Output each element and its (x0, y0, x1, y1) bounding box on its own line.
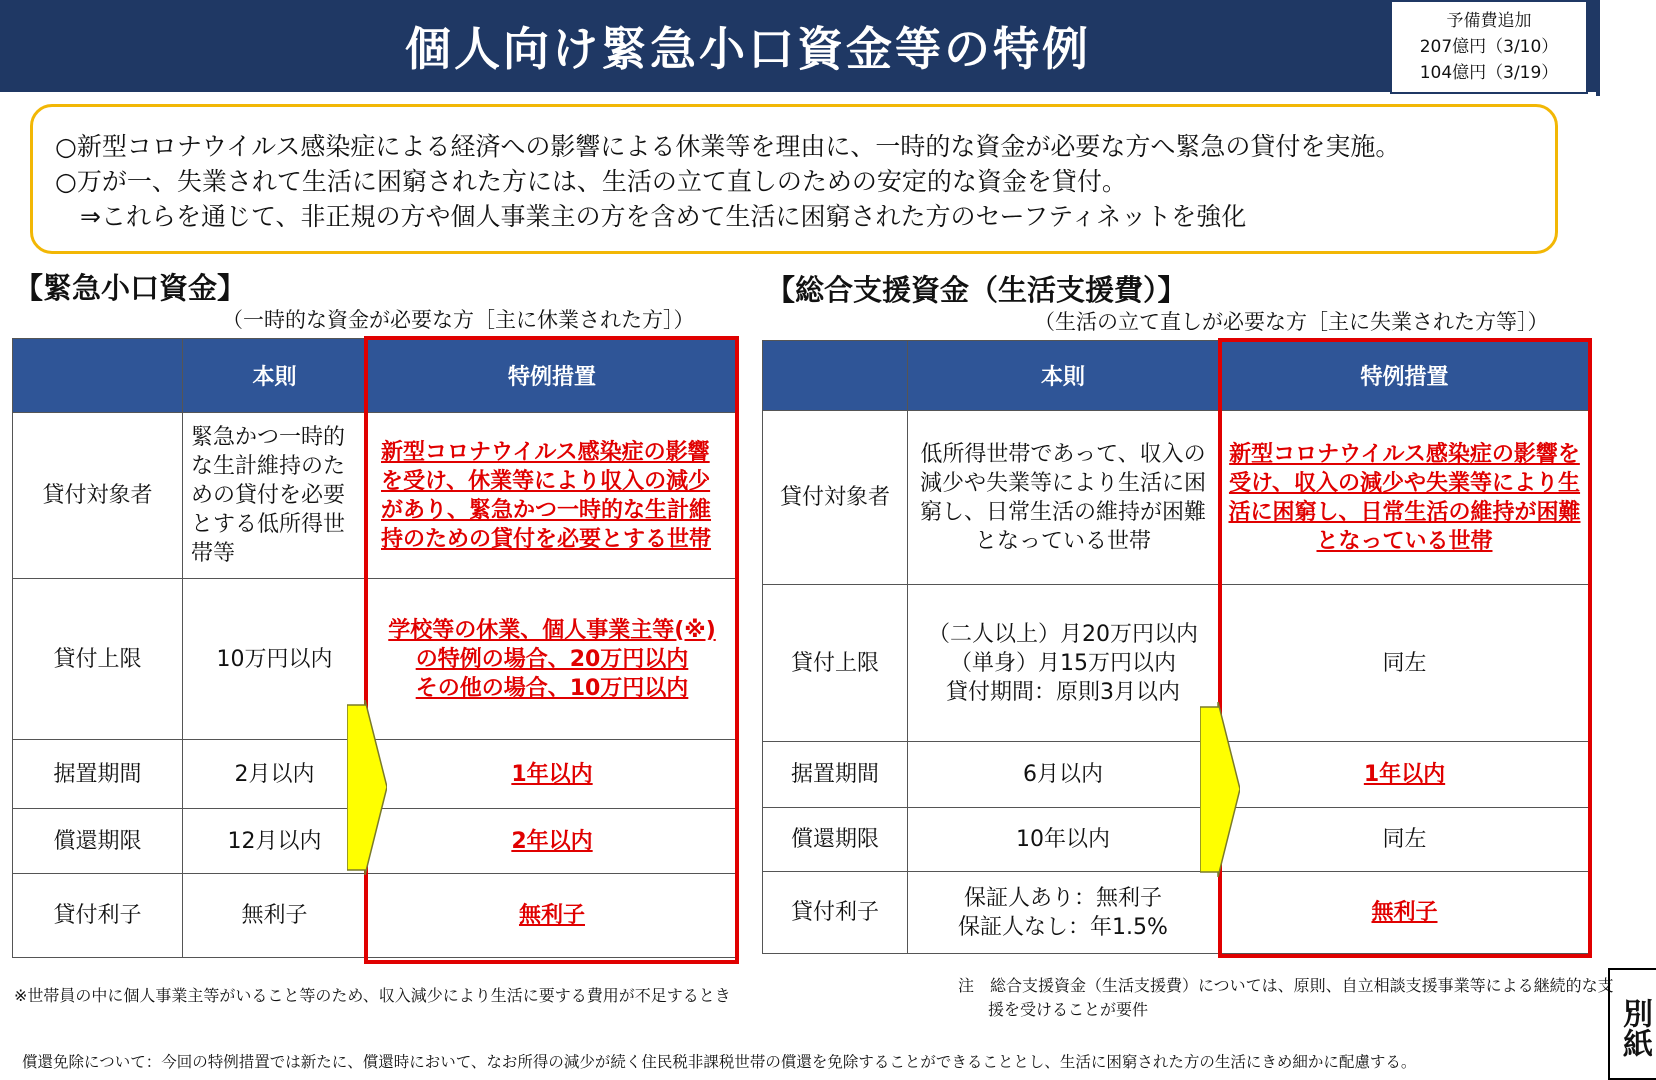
special-cell (367, 579, 738, 740)
rule-text-2: （単身）月15万円以内 (950, 650, 1176, 676)
row-label: 貸付対象者 (763, 411, 908, 585)
special-text: 無利子 (518, 903, 585, 928)
title-bar-edge (1596, 0, 1600, 96)
right-row-interest (763, 872, 1591, 954)
right-header-rule: 本則 (908, 341, 1219, 411)
left-row-interest (13, 874, 738, 958)
right-footnote: 注 総合支援資金（生活支援費）については、原則、自立相談支援事業等による継続的な支援を受けることが要件 (958, 976, 1614, 1019)
special-cell (1219, 872, 1591, 954)
special-text: 1年以内 (1363, 762, 1446, 787)
budget-line1: 207億円（3/10） (1419, 37, 1559, 57)
special-cell (1219, 411, 1591, 585)
right-section-title: 【総合支援資金（生活支援費）】 (766, 273, 1187, 307)
rule-cell (908, 585, 1219, 742)
right-row-grace (763, 742, 1591, 808)
special-text: 1年以内 (511, 761, 593, 787)
special-text: 2年以内 (511, 828, 593, 854)
row-label: 貸付上限 (13, 579, 183, 740)
left-row-target (13, 413, 738, 579)
summary-box (30, 104, 1558, 254)
special-cell (367, 740, 738, 809)
special-text-3: その他の場合、10万円以内 (415, 675, 689, 701)
special-text: 無利子 (1371, 900, 1438, 925)
left-header-rule: 本則 (183, 339, 367, 413)
repayment-exemption-note: 償還免除について：今回の特例措置では新たに、償還時において、なお所得の減少が続く住民税非課税世帯の償還を免除することができることとし、生活に困窮された方の生活にきめ細かに配慮する。 (22, 1053, 1417, 1071)
row-label: 償還期限 (13, 809, 183, 874)
special-text: 新型コロナウイルス感染症の影響を受け、収入の減少や失業等により生活に困窮し、日常生活の維持が困難となっている世帯 (1228, 441, 1581, 554)
special-text-2: の特例の場合、20万円以内 (415, 646, 689, 672)
row-label: 据置期間 (13, 740, 183, 809)
rule-cell: 12月以内 (183, 809, 367, 874)
rule-cell: 10年以内 (908, 808, 1219, 872)
rule-text-1: （二人以上）月20万円以内 (928, 621, 1198, 647)
special-cell (367, 413, 738, 579)
right-header-blank (763, 341, 908, 411)
rule-text-3: 貸付期間：原則3月以内 (946, 679, 1180, 705)
rule-cell: 無利子 (183, 874, 367, 958)
right-row-target (763, 411, 1591, 585)
left-footnote: ※世帯員の中に個人事業主等がいること等のため、収入減少により生活に要する費用が不足するとき (14, 986, 731, 1005)
summary-line-2: ○万が一、失業されて生活に困窮された方には、生活の立て直しのための安定的な資金を貸付。 (55, 167, 1127, 196)
special-cell (367, 874, 738, 958)
left-section-subtitle: （一時的な資金が必要な方［主に休業された方］） (222, 308, 695, 332)
row-label: 貸付利子 (13, 874, 183, 958)
attachment-tab: 別紙 (1608, 968, 1656, 1080)
right-section-subtitle: （生活の立て直しが必要な方［主に失業された方等］） (1034, 310, 1549, 334)
special-text-1: 学校等の休業、個人事業主等(※) (388, 617, 716, 643)
right-header-special: 特例措置 (1219, 341, 1591, 411)
rule-cell: 2月以内 (183, 740, 367, 809)
left-section-title: 【緊急小口資金】 (14, 271, 247, 305)
right-arrow-icon (1200, 702, 1240, 877)
row-label: 貸付利子 (763, 872, 908, 954)
rule-cell: 低所得世帯であって、収入の減少や失業等により生活に困窮し、日常生活の維持が困難となっている世帯 (908, 411, 1219, 585)
summary-line-1: ○新型コロナウイルス感染症による経済への影響による休業等を理由に、一時的な資金が必要な方へ緊急の貸付を実施。 (55, 132, 1401, 161)
right-row-repay (763, 808, 1591, 872)
rule-cell: 緊急かつ一時的な生計維持のための貸付を必要とする低所得世帯等 (183, 413, 367, 579)
budget-box (1390, 2, 1588, 94)
special-cell: 同左 (1219, 585, 1591, 742)
right-table (762, 340, 1591, 954)
left-header-blank (13, 339, 183, 413)
special-cell: 同左 (1219, 808, 1591, 872)
page-title: 個人向け緊急小口資金等の特例 (405, 22, 1091, 76)
budget-label: 予備費追加 (1446, 11, 1532, 31)
left-header-special: 特例措置 (367, 339, 738, 413)
summary-line-3: ⇒これらを通じて、非正規の方や個人事業主の方を含めて生活に困窮された方のセーフティネットを強化 (55, 202, 1247, 231)
left-arrow-icon (347, 700, 387, 875)
rule-cell: 10万円以内 (183, 579, 367, 740)
row-label: 貸付対象者 (13, 413, 183, 579)
rule-cell (908, 872, 1219, 954)
right-row-limit (763, 585, 1591, 742)
rule-cell: 6月以内 (908, 742, 1219, 808)
rule-text-1: 保証人あり：無利子 (963, 885, 1162, 911)
special-text: 新型コロナウイルス感染症の影響を受け、休業等により収入の減少があり、緊急かつ一時的な生計維持のための貸付を必要とする世帯 (381, 439, 712, 552)
special-cell (367, 809, 738, 874)
row-label: 据置期間 (763, 742, 908, 808)
row-label: 償還期限 (763, 808, 908, 872)
row-label: 貸付上限 (763, 585, 908, 742)
budget-line2: 104億円（3/19） (1419, 63, 1559, 83)
special-cell (1219, 742, 1591, 808)
title-bar (0, 0, 1596, 92)
rule-text-2: 保証人なし：年1.5% (958, 914, 1168, 940)
